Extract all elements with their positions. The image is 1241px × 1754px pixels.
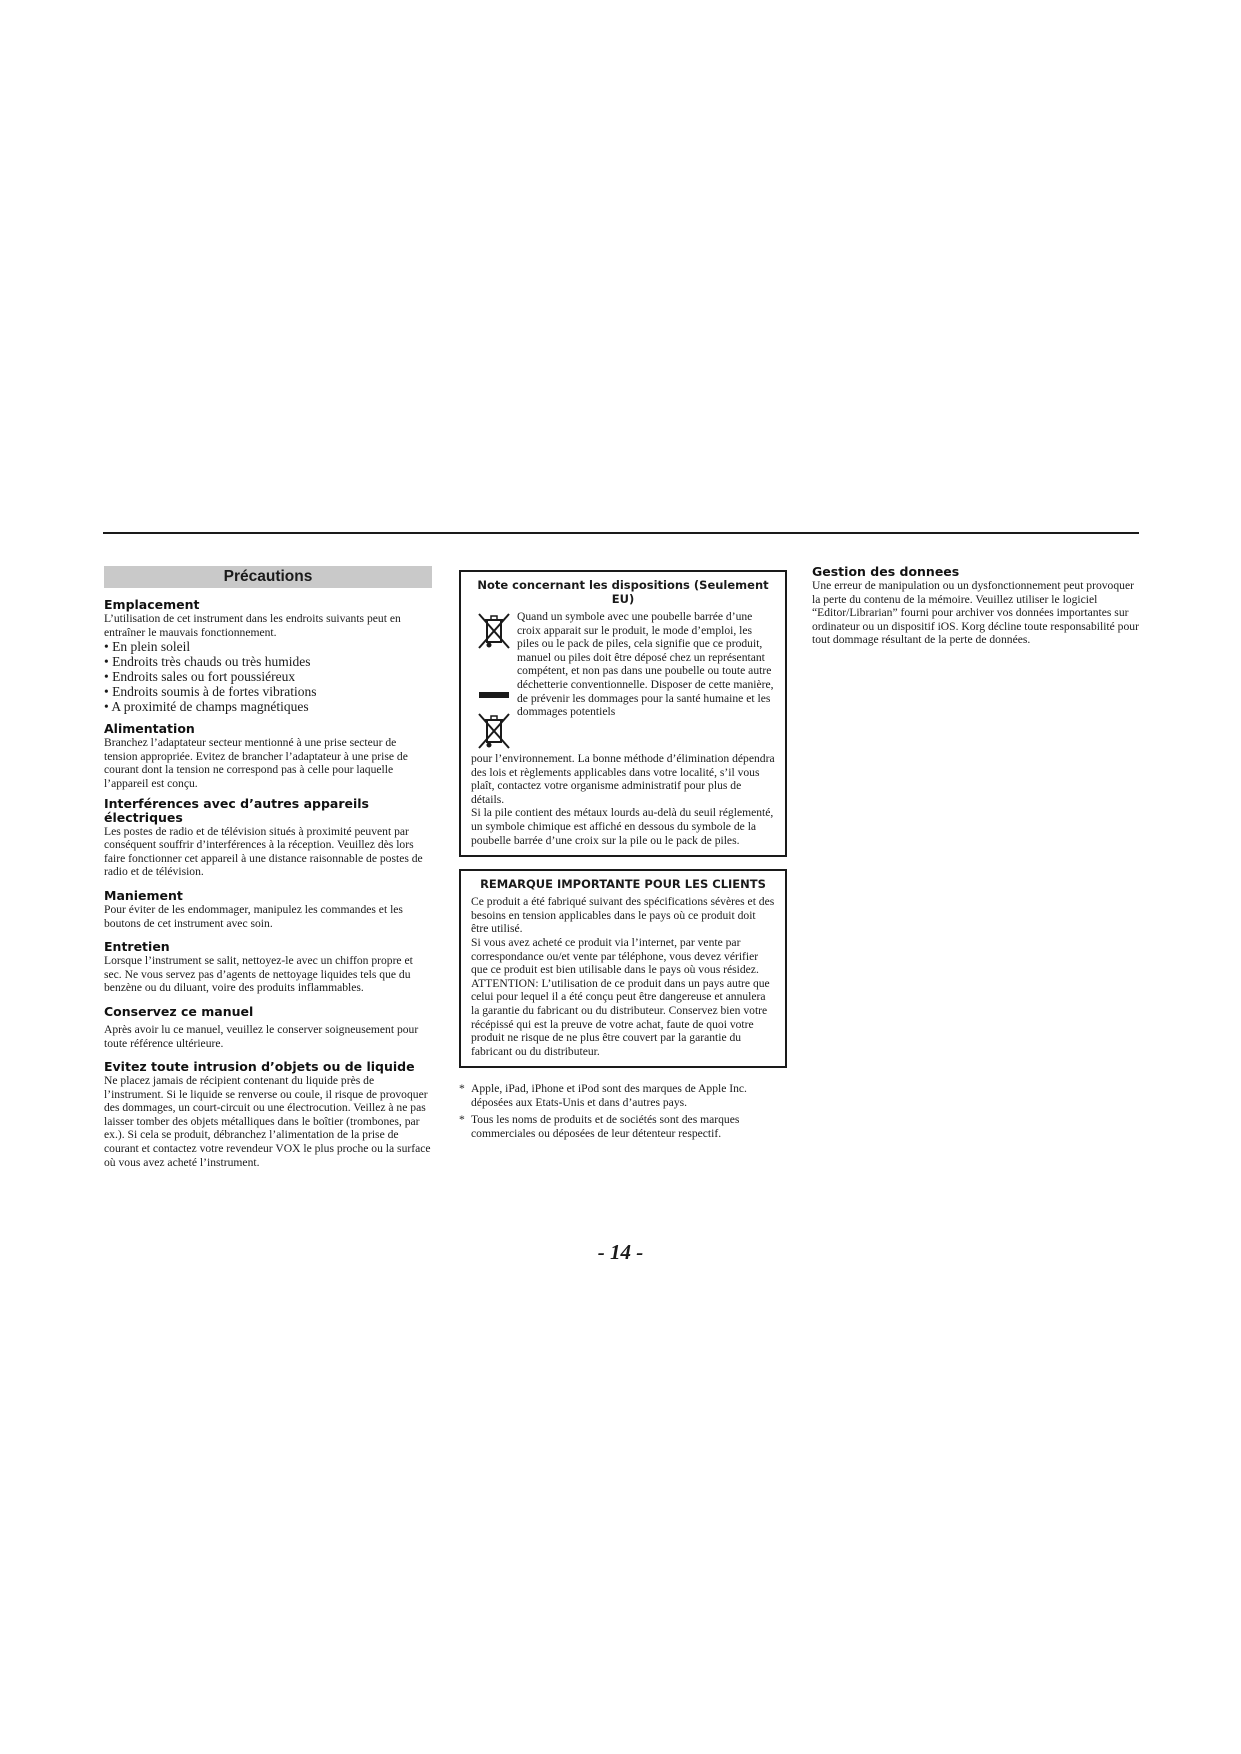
weee-section [471,610,775,752]
conservez-heading: Conservez ce manuel [104,1003,254,1019]
alimentation-heading: Alimentation [104,721,195,737]
emplacement-heading: Emplacement [104,597,200,612]
interferences-text: Les postes de radio et de télévision situés à proximité peuvent par conséquent souffrir d’interférences à la réception. Veuillez dès lors faire fonctionner cet appareil à une distance raisonnable de postes de radio et de télévision. [104,824,423,879]
data-management-column [812,565,1142,647]
disposal-note-title: Note concernant les dispositions (Seulement EU) [477,578,769,606]
entretien-heading: Entretien [104,939,170,955]
disposal-note-box [459,570,787,857]
crossed-out-bin-icon [477,612,511,650]
notices-column [459,570,787,1141]
conservez-text: Après avoir lu ce manuel, veuillez le conserver soigneusement pour toute référence ultérieure. [104,1022,419,1050]
interferences-heading: Interférences avec d’autres appareils électriques [104,795,369,825]
important-notice-p1: Ce produit a été fabriqué suivant des spécifications sévères et des besoins en tension applicables dans le pays où ce produit doit être utilisé. [471,895,775,936]
footnote [459,1113,787,1140]
emplacement-intro: L’utilisation de cet instrument dans les endroits suivants peut en entraîner le mauvais fonctionnement. [104,612,401,639]
weee-icons [471,610,517,752]
list-item: • A proximité de champs magnétiques [104,699,432,714]
footnote [459,1082,787,1109]
precautions-column [104,566,432,1169]
maniement-text: Pour éviter de les endommager, manipulez les commandes et les boutons de cet instrument avec soin. [104,902,403,930]
important-notice-p2: Si vous avez acheté ce produit via l’internet, par vente par correspondance ou/et vente par téléphone, vous devez vérifier que ce produit est bien utilisable dans le pays où vous résidez. [471,935,759,977]
entretien-text: Lorsque l’instrument se salit, nettoyez-le avec un chiffon propre et sec. Ne vous servez pas d’agents de nettoyage liquides tels que du benzène ou du diluant, voire des produits inflammables. [104,954,413,995]
evitez-text: Ne placez jamais de récipient contenant du liquide près de l’instrument. Si le liquide se renverse ou coule, il risque de provoquer des dommages, un court-circuit ou une électrocution. Veillez à ne pas laisser tomber des objets métalliques dans le boîtier (trombones, par ex.). Si cela se produit, débranchez l’alimentation de la prise de courant et contactez votre revendeur VOX le plus proche ou la surface où vous avez acheté l’instrument. [104,1074,431,1169]
list-item: • Endroits soumis à de fortes vibrations [104,684,432,699]
list-item: • Endroits sales ou fort poussiéreux [104,669,432,684]
footnote-text: Tous les noms de produits et de sociétés sont des marques commerciales ou déposées de leur détenteur respectif. [471,1113,740,1141]
footnote-mark: * [459,1113,465,1127]
top-rule [103,532,1139,534]
footnote-mark: * [459,1082,465,1096]
important-notice-box [459,869,787,1068]
important-notice-p3: ATTENTION: L’utilisation de ce produit dans un pays autre que celui pour lequel il a été conçu peut être dangereuse et annulera la garantie du fabricant ou du distributeur. Conservez bien votre récépissé qui est la preuve de votre achat, faute de quoi votre produit ne risque de ne plus être couvert par la garantie du fabricant ou du distributeur. [471,976,770,1058]
precautions-title: Précautions [104,566,432,588]
gestion-heading: Gestion des donnees [812,564,960,579]
disposal-note-text: Quand un symbole avec une poubelle barrée d’une croix apparait sur le produit, le mode d’emploi, les piles ou le pack de piles, cela signifie que ce produit, manuel ou piles doit être déposé chez un représentant compétent, et non pas dans une poubelle ou toute autre déchetterie conventionnelle. Disposer de cette manière, de prévenir les dommages pour la santé humaine et les dommages potentiels [517,610,774,719]
alimentation-text: Branchez l’adaptateur secteur mentionné à une prise secteur de tension appropriée. Evitez de brancher l’adaptateur à une prise de courant dont la tension ne correspond pas à celle pour laquelle l’appareil est conçu. [104,736,408,790]
battery-note-text: Si la pile contient des métaux lourds au-delà du seuil réglementé, un symbole chimique est affiché en dessous du symbole de la poubelle barrée d’une croix sur la pile ou le pack de piles. [471,806,774,847]
list-item: • En plein soleil [104,639,432,654]
maniement-heading: Maniement [104,887,183,903]
important-notice-title: REMARQUE IMPORTANTE POUR LES CLIENTS [480,877,766,892]
disposal-note-text-continued: pour l’environnement. La bonne méthode d’élimination dépendra des lois et règlements applicables dans votre localité, s’il vous plaît, contactez votre organisme administratif pour plus de détails. [471,752,775,806]
footnote-text: Apple, iPad, iPhone et iPod sont des marques de Apple Inc. déposées aux Etats-Unis et dans d’autres pays. [471,1082,747,1109]
crossed-out-bin-icon [477,712,511,750]
emplacement-list [104,639,432,714]
list-item: • Endroits très chauds ou très humides [104,654,432,669]
gestion-text: Une erreur de manipulation ou un dysfonctionnement peut provoquer la perte du contenu de la mémoire. Veuillez utiliser le logiciel “Editor/Librarian” fourni pour archiver vos données importantes sur ordinateur ou un dispositif iOS. Korg décline toute responsabilité pour tout dommage résultant de la perte de données. [812,579,1139,647]
footnotes [459,1082,787,1140]
page-number: - 14 - [597,1240,644,1264]
evitez-heading: Evitez toute intrusion d’objets ou de liquide [104,1059,415,1075]
black-bar-icon [479,692,509,698]
